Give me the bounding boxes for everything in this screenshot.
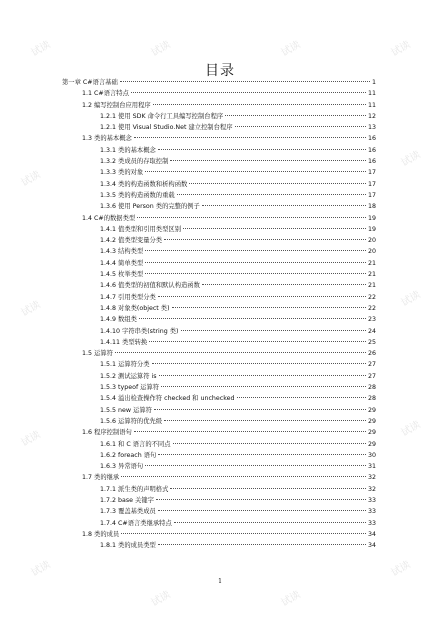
- toc-dot-leader: [131, 92, 366, 93]
- toc-dot-leader: [174, 522, 366, 523]
- toc-dot-leader: [134, 431, 366, 432]
- toc-entry[interactable]: [62, 156, 376, 167]
- toc-entry-title: 1.2 编写控制台应用程序: [82, 101, 151, 109]
- toc-entry-title: 1.7.1 派生类的声明格式: [100, 485, 169, 493]
- toc-entry-title: 1.8 类的成员: [82, 530, 120, 538]
- toc-entry[interactable]: [62, 427, 376, 438]
- toc-entry-title: 1.5.4 溢出检查操作符 checked 和 unchecked: [100, 395, 235, 403]
- toc-dot-leader: [158, 510, 366, 511]
- toc-entry[interactable]: [62, 484, 376, 495]
- toc-entry-title: 1.7 类的继承: [82, 474, 120, 482]
- toc-entry-page: 27: [367, 361, 376, 369]
- toc-entry-page: 19: [367, 214, 376, 222]
- toc-entry-title: 1.3.1 类的基本概念: [100, 146, 156, 154]
- toc-entry[interactable]: [62, 416, 376, 427]
- toc-entry-title: 1.3.2 类成员的存取控制: [100, 158, 169, 166]
- toc-entry[interactable]: [62, 382, 376, 393]
- toc-entry-page: 12: [367, 112, 376, 120]
- toc-entry-page: 16: [367, 135, 376, 143]
- toc-entry[interactable]: [62, 371, 376, 382]
- toc-dot-leader: [170, 160, 366, 161]
- toc-entry[interactable]: [62, 100, 376, 111]
- toc-entry[interactable]: [62, 213, 376, 224]
- watermark-mark: 试读: [389, 559, 413, 579]
- toc-entry[interactable]: [62, 472, 376, 483]
- toc-entry-title: 1.4.2 值类型变量分类: [100, 237, 163, 245]
- toc-dot-leader: [134, 137, 366, 138]
- toc-entry-title: 1.5 运算符: [82, 350, 113, 358]
- toc-entry-title: 1.8.1 类的成员类型: [100, 542, 156, 550]
- toc-entry-page: 18: [367, 203, 376, 211]
- toc-dot-leader: [139, 318, 366, 319]
- page-number: 1: [218, 578, 222, 585]
- toc-dot-leader: [121, 533, 366, 534]
- toc-dot-leader: [225, 115, 366, 116]
- toc-dot-leader: [115, 352, 366, 353]
- toc-dot-leader: [156, 499, 366, 500]
- toc-entry-page: 21: [367, 282, 376, 290]
- table-of-contents: [62, 77, 376, 551]
- toc-entry-title: 1.4 C#的数据类型: [82, 214, 136, 222]
- toc-entry-page: 13: [367, 124, 376, 132]
- watermark-mark: 试读: [399, 419, 423, 439]
- toc-dot-leader: [158, 544, 366, 545]
- toc-entry-page: 20: [367, 248, 376, 256]
- toc-entry[interactable]: [62, 280, 376, 291]
- toc-entry-page: 21: [367, 271, 376, 279]
- toc-dot-leader: [158, 149, 366, 150]
- toc-dot-leader: [189, 183, 366, 184]
- watermark-mark: 试读: [29, 39, 53, 59]
- toc-entry[interactable]: [62, 201, 376, 212]
- toc-dot-leader: [161, 386, 366, 387]
- toc-dot-leader: [145, 273, 366, 274]
- toc-entry-page: 1: [371, 79, 376, 86]
- toc-dot-leader: [145, 465, 366, 466]
- toc-entry-title: 1.4.5 枚举类型: [100, 271, 144, 279]
- toc-dot-leader: [172, 307, 366, 308]
- toc-entry-page: 28: [367, 395, 376, 403]
- watermark-mark: 试读: [19, 169, 43, 189]
- watermark-mark: 试读: [279, 589, 303, 609]
- toc-entry-page: 27: [367, 372, 376, 380]
- toc-entry[interactable]: [62, 461, 376, 472]
- toc-entry-title: 1.7.3 覆盖基类成员: [100, 508, 156, 516]
- toc-entry-title: 1.2.1 使用 Visual Studio.Net 建立控制台程序: [100, 124, 233, 132]
- toc-entry-title: 1.5.3 typeof 运算符: [100, 384, 160, 392]
- toc-entry[interactable]: [62, 518, 376, 529]
- toc-entry[interactable]: [62, 326, 376, 337]
- toc-entry-title: 1.3.3 类的对象: [100, 169, 144, 177]
- toc-entry[interactable]: [62, 258, 376, 269]
- toc-entry-page: 33: [367, 496, 376, 504]
- toc-entry-page: 23: [367, 316, 376, 324]
- watermark-mark: 试读: [19, 299, 43, 319]
- toc-entry[interactable]: [62, 506, 376, 517]
- toc-entry-title: 1.4.11 类型转换: [100, 338, 148, 346]
- toc-entry-title: 1.5.2 测试运算符 is: [100, 372, 157, 380]
- toc-entry-page: 16: [367, 158, 376, 166]
- toc-entry-title: 第一章 C#语言基础: [62, 79, 118, 86]
- toc-entry-title: 1.4.9 数组类: [100, 316, 137, 324]
- toc-entry[interactable]: [62, 348, 376, 359]
- toc-dot-leader: [181, 330, 366, 331]
- toc-entry-page: 11: [367, 101, 376, 109]
- toc-entry-page: 17: [367, 180, 376, 188]
- toc-entry-page: 22: [367, 293, 376, 301]
- toc-entry-page: 21: [367, 259, 376, 267]
- toc-dot-leader: [137, 217, 366, 218]
- toc-entry[interactable]: [62, 303, 376, 314]
- toc-entry-page: 29: [367, 417, 376, 425]
- toc-entry[interactable]: [62, 122, 376, 133]
- toc-entry-title: 1.7.4 C#语言类继承特点: [100, 519, 172, 527]
- toc-entry-page: 33: [367, 519, 376, 527]
- toc-entry-page: 29: [367, 406, 376, 414]
- toc-entry-title: 1.6.2 foreach 语句: [100, 451, 157, 459]
- toc-dot-leader: [159, 375, 366, 376]
- toc-entry-page: 29: [367, 440, 376, 448]
- toc-dot-leader: [170, 488, 366, 489]
- toc-entry[interactable]: [62, 439, 376, 450]
- toc-entry-title: 1.3.5 类的构造函数的重载: [100, 191, 175, 199]
- toc-entry-page: 24: [367, 327, 376, 335]
- toc-entry-title: 1.6 程序控制语句: [82, 429, 132, 437]
- toc-entry[interactable]: [62, 292, 376, 303]
- toc-entry[interactable]: [62, 269, 376, 280]
- watermark-mark: 试读: [29, 559, 53, 579]
- toc-entry[interactable]: [62, 246, 376, 257]
- toc-entry-title: 1.3 类的基本概念: [82, 135, 132, 143]
- toc-entry-title: 1.3.6 使用 Person 类的完整的例子: [100, 203, 200, 211]
- page-title: 目录: [205, 63, 235, 79]
- toc-entry-page: 32: [367, 474, 376, 482]
- toc-dot-leader: [145, 171, 366, 172]
- toc-entry[interactable]: [62, 314, 376, 325]
- toc-entry[interactable]: [62, 224, 376, 235]
- watermark-mark: 试读: [399, 149, 423, 169]
- toc-entry-page: 25: [367, 338, 376, 346]
- toc-entry[interactable]: [62, 167, 376, 178]
- toc-dot-leader: [153, 104, 366, 105]
- toc-dot-leader: [158, 296, 366, 297]
- toc-dot-leader: [177, 194, 366, 195]
- toc-entry-page: 34: [367, 530, 376, 538]
- toc-entry[interactable]: [62, 190, 376, 201]
- toc-entry-page: 22: [367, 304, 376, 312]
- watermark-mark: 试读: [399, 289, 423, 309]
- watermark-mark: 试读: [389, 39, 413, 59]
- toc-entry-title: 1.5.1 运算符分类: [100, 361, 150, 369]
- toc-entry[interactable]: [62, 133, 376, 144]
- toc-entry-page: 26: [367, 350, 376, 358]
- toc-entry-page: 33: [367, 508, 376, 516]
- toc-entry-title: 1.5.5 new 运算符: [100, 406, 152, 414]
- toc-dot-leader: [164, 239, 366, 240]
- toc-entry-page: 19: [367, 225, 376, 233]
- watermark-mark: 试读: [149, 589, 173, 609]
- toc-entry[interactable]: [62, 450, 376, 461]
- toc-entry-page: 17: [367, 169, 376, 177]
- toc-entry[interactable]: [62, 235, 376, 246]
- toc-dot-leader: [145, 262, 366, 263]
- toc-entry-page: 20: [367, 237, 376, 245]
- toc-dot-leader: [202, 205, 366, 206]
- toc-dot-leader: [202, 284, 366, 285]
- toc-entry-title: 1.4.3 结构类型: [100, 248, 144, 256]
- toc-entry[interactable]: [62, 179, 376, 190]
- toc-dot-leader: [120, 81, 370, 82]
- toc-entry[interactable]: [62, 529, 376, 540]
- toc-entry-page: 28: [367, 384, 376, 392]
- toc-dot-leader: [145, 250, 366, 251]
- toc-dot-leader: [152, 363, 366, 364]
- watermark-mark: 试读: [279, 39, 303, 59]
- toc-dot-leader: [237, 397, 366, 398]
- toc-entry-page: 16: [367, 146, 376, 154]
- toc-dot-leader: [149, 341, 366, 342]
- toc-entry-title: 1.4.1 值类型和引用类型区别: [100, 225, 181, 233]
- toc-entry-page: 11: [367, 90, 376, 98]
- toc-entry-page: 30: [367, 451, 376, 459]
- toc-dot-leader: [173, 443, 366, 444]
- toc-entry-title: 1.2.1 使用 SDK 命令行工具编写控制台程序: [100, 112, 224, 120]
- toc-entry-title: 1.4.8 对象类(object 类): [100, 304, 170, 312]
- toc-entry-title: 1.4.6 值类型的初值和默认构造函数: [100, 282, 200, 290]
- toc-entry[interactable]: [62, 88, 376, 99]
- toc-dot-leader: [183, 228, 366, 229]
- toc-dot-leader: [154, 409, 366, 410]
- toc-entry-page: 32: [367, 485, 376, 493]
- toc-entry[interactable]: [62, 111, 376, 122]
- toc-dot-leader: [158, 454, 366, 455]
- toc-entry-title: 1.4.4 简单类型: [100, 259, 144, 267]
- watermark-mark: 试读: [149, 39, 173, 59]
- toc-entry[interactable]: [62, 145, 376, 156]
- toc-entry-title: 1.5.6 运算符的优先级: [100, 417, 163, 425]
- toc-dot-leader: [164, 420, 366, 421]
- toc-dot-leader: [235, 126, 366, 127]
- toc-entry-page: 31: [367, 463, 376, 471]
- toc-entry-page: 34: [367, 542, 376, 550]
- toc-entry-title: 1.1 C#语言特点: [82, 90, 129, 98]
- toc-entry[interactable]: [62, 405, 376, 416]
- toc-entry-page: 29: [367, 429, 376, 437]
- toc-entry-title: 1.4.7 引用类型分类: [100, 293, 156, 301]
- toc-entry[interactable]: [62, 393, 376, 404]
- toc-entry-page: 17: [367, 191, 376, 199]
- watermark-mark: 试读: [19, 429, 43, 449]
- toc-entry[interactable]: [62, 359, 376, 370]
- toc-entry[interactable]: [62, 77, 376, 88]
- toc-dot-leader: [121, 476, 366, 477]
- toc-entry[interactable]: [62, 495, 376, 506]
- toc-entry-title: 1.6.3 异常语句: [100, 463, 144, 471]
- toc-entry-title: 1.3.4 类的构造函数和析构函数: [100, 180, 188, 188]
- toc-entry[interactable]: [62, 540, 376, 551]
- toc-entry[interactable]: [62, 337, 376, 348]
- toc-entry-title: 1.6.1 和 C 语言的不同点: [100, 440, 171, 448]
- toc-entry-title: 1.7.2 base 关键字: [100, 496, 154, 504]
- toc-entry-title: 1.4.10 字符串类(string 类): [100, 327, 179, 335]
